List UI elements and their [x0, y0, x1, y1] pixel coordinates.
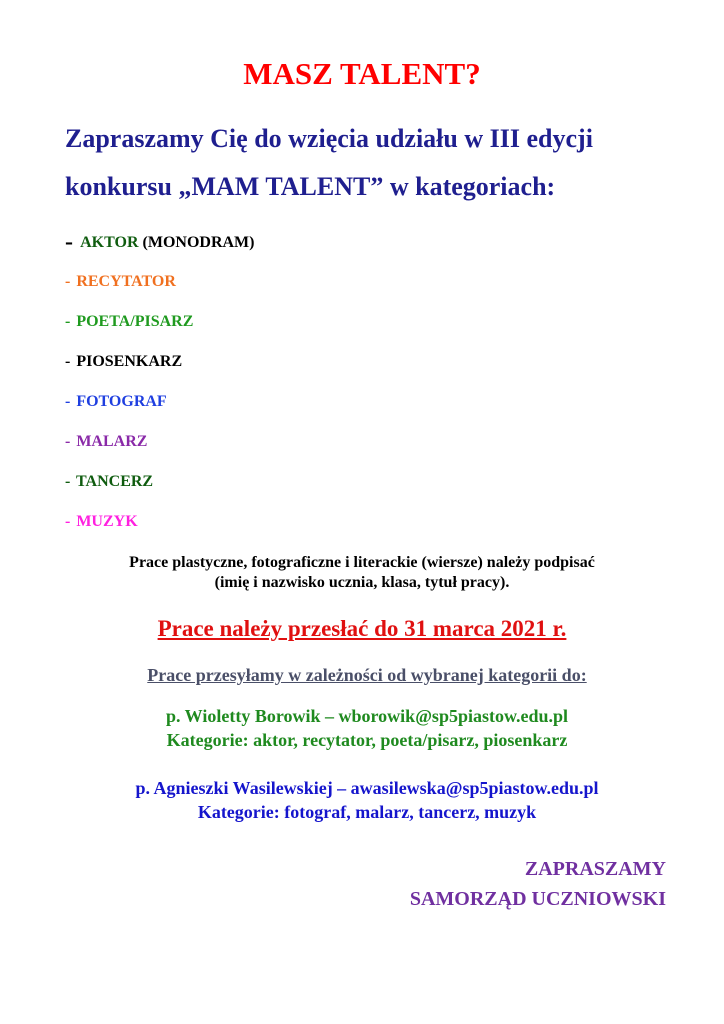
- contact-person: p. Wioletty Borowik – wborowik@sp5piastow.edu.pl: [165, 706, 568, 726]
- category-list: [65, 229, 255, 552]
- category-item-malarz: [65, 432, 254, 472]
- intro-line-1: Zapraszamy Cię do wzięcia udziału w III edycji: [65, 124, 593, 153]
- category-label: AKTOR: [80, 234, 139, 251]
- intro-text: [65, 115, 593, 211]
- category-dash: -: [65, 313, 71, 330]
- category-item-tancerz: [65, 472, 254, 512]
- footer-line-2: SAMORZĄD UCZNIOWSKI: [409, 888, 666, 910]
- poster-title: MASZ TALENT?: [243, 56, 481, 91]
- category-label: FOTOGRAF: [76, 393, 167, 410]
- signing-note-line-1: Prace plastyczne, fotograficzne i literackie (wiersze) należy podpisać: [129, 554, 595, 571]
- category-dash: -: [65, 473, 71, 490]
- category-item-recytator: [65, 272, 254, 312]
- category-dash: -: [65, 513, 71, 530]
- category-label: TANCERZ: [76, 473, 154, 490]
- category-dash: -: [65, 393, 71, 410]
- footer-line-1: ZAPRASZAMY: [524, 858, 666, 880]
- send-info-text: Prace przesyłamy w zależności od wybranej kategorii do:: [147, 665, 587, 685]
- category-label: POETA/PISARZ: [76, 313, 194, 330]
- category-dash: -: [65, 229, 73, 255]
- category-dash: -: [65, 273, 71, 290]
- contact-categories: Kategorie: aktor, recytator, poeta/pisarz, piosenkarz: [166, 730, 568, 750]
- deadline-text: Prace należy przesłać do 31 marca 2021 r.: [157, 616, 567, 641]
- category-label: RECYTATOR: [76, 273, 176, 290]
- category-item-poeta-pisarz: [65, 312, 254, 352]
- signing-note-line-2: (imię i nazwisko ucznia, klasa, tytuł pracy).: [214, 574, 510, 591]
- category-item-fotograf: [65, 392, 254, 432]
- intro-line-2: konkursu „MAM TALENT” w kategoriach:: [65, 172, 556, 201]
- category-dash: -: [65, 433, 71, 450]
- category-label: MALARZ: [76, 433, 148, 450]
- category-label: PIOSENKARZ: [76, 353, 183, 370]
- contact-categories: Kategorie: fotograf, malarz, tancerz, muzyk: [197, 802, 537, 822]
- contact-block-wasilewska: [0, 776, 724, 824]
- footer-signature: [410, 854, 666, 914]
- contact-person: p. Agnieszki Wasilewskiej – awasilewska@sp5piastow.edu.pl: [135, 778, 599, 798]
- category-extra: (MONODRAM): [142, 234, 255, 251]
- category-item-piosenkarz: [65, 352, 254, 392]
- category-dash: -: [65, 353, 71, 370]
- category-item-aktor: [65, 229, 255, 272]
- category-label: MUZYK: [76, 513, 138, 530]
- contact-block-borowik: [0, 704, 724, 752]
- category-item-muzyk: [65, 512, 254, 552]
- signing-note: [0, 553, 724, 593]
